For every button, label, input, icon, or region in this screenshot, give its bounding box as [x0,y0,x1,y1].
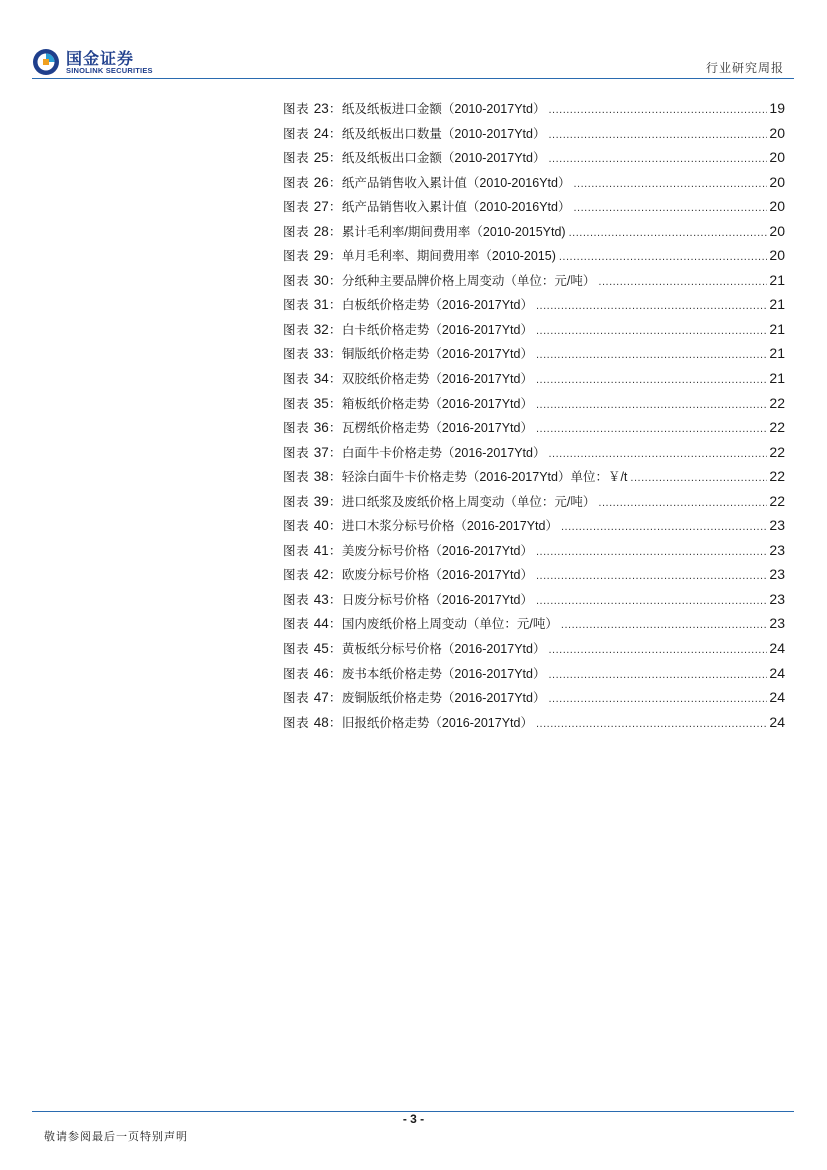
toc-entry-title: 轻涂白面牛卡价格走势（2016-2017Ytd）单位：￥/t [341,470,628,485]
logo-english-name: SINOLINK SECURITIES [66,66,153,75]
toc-entry-page: 22 [769,492,785,509]
toc-entry-prefix: 图表 [283,199,310,215]
toc-entry-number: 45 [313,641,329,657]
toc-entry-page: 20 [769,198,785,215]
toc-entry-prefix: 图表 [283,346,310,362]
toc-entry-prefix: 图表 [283,101,310,116]
toc-entry-colon: ： [328,469,342,485]
toc-entry-colon: ： [328,690,342,706]
toc-entry-number: 24 [313,125,329,141]
toc-entry-colon: ： [328,248,342,264]
toc-entry-colon: ： [328,297,342,313]
toc-entry-number: 40 [313,518,329,534]
toc-entry-number: 28 [313,223,329,239]
toc-entry-colon: ： [328,567,342,583]
toc-entry-colon: ： [328,125,342,141]
toc-entry-label [283,295,533,313]
toc-entry-prefix: 图表 [283,616,310,632]
toc-entry-number: 29 [313,248,329,264]
toc-entry[interactable] [283,173,785,198]
toc-entry-label [283,173,570,191]
toc-entry-title: 国内废纸价格上周变动（单位：元/吨） [341,617,558,632]
toc-entry-colon: ： [328,321,342,337]
company-logo [32,46,162,80]
toc-entry-label [283,565,533,583]
toc-entry-title: 纸及纸板出口金额（2010-2017Ytd） [341,151,546,166]
toc-entry-colon: ： [328,714,342,730]
toc-entry-label [283,443,545,461]
toc-entry-title: 白板纸价格走势（2016-2017Ytd） [341,298,533,313]
toc-entry[interactable] [283,590,785,615]
toc-entry-page: 24 [769,640,785,657]
toc-entry-prefix: 图表 [283,272,310,288]
toc-entry[interactable] [283,271,785,296]
toc-entry-colon: ： [328,150,342,166]
toc-entry-page: 21 [769,271,785,288]
toc-entry-prefix: 图表 [283,371,310,387]
report-type: 行业研究周报 [705,61,784,75]
toc-leader-dots [548,129,767,141]
toc-entry-title: 欧废分标号价格（2016-2017Ytd） [341,568,533,583]
toc-entry[interactable] [283,614,785,639]
toc-entry-label [283,320,533,338]
toc-leader-dots [536,718,767,730]
toc-entry-title: 美废分标号价格（2016-2017Ytd） [341,543,533,558]
toc-entry-prefix: 图表 [283,714,310,730]
figure-index-list [283,99,785,737]
toc-entry-title: 废书本纸价格走势（2016-2017Ytd） [341,666,546,681]
toc-entry-colon: ： [328,493,342,509]
toc-entry[interactable] [283,197,785,222]
toc-leader-dots [548,448,767,460]
toc-entry-page: 21 [769,370,785,387]
toc-entry-label [283,369,533,387]
toc-entry[interactable] [283,320,785,345]
toc-entry-title: 铜版纸价格走势（2016-2017Ytd） [341,347,533,362]
toc-entry-colon: ： [328,542,342,558]
toc-entry-prefix: 图表 [283,444,310,460]
toc-entry-page: 21 [769,345,785,362]
toc-leader-dots [559,251,768,263]
toc-leader-dots [548,153,767,165]
toc-leader-dots [548,669,767,681]
toc-entry[interactable] [283,222,785,247]
toc-leader-dots [536,546,767,558]
toc-entry-number: 34 [313,371,329,387]
toc-entry-colon: ： [328,641,342,657]
toc-entry-number: 31 [313,297,329,313]
toc-entry-title: 废铜版纸价格走势（2016-2017Ytd） [341,691,546,706]
toc-entry-prefix: 图表 [283,665,310,681]
toc-entry-page: 24 [769,689,785,706]
toc-entry[interactable] [283,565,785,590]
toc-entry-colon: ： [328,420,342,436]
toc-entry-label [283,541,533,559]
toc-entry-page: 21 [769,320,785,337]
toc-entry-title: 进口纸浆及废纸价格上周变动（单位：元/吨） [341,494,596,509]
toc-leader-dots [536,399,767,411]
toc-entry-page: 23 [769,590,785,607]
toc-entry-title: 纸产品销售收入累计值（2010-2016Ytd） [341,200,571,215]
toc-entry-number: 43 [313,591,329,607]
toc-entry-label [283,394,533,412]
toc-entry-prefix: 图表 [283,150,310,166]
toc-entry-page: 23 [769,566,785,583]
toc-entry-page: 20 [769,222,785,239]
toc-entry-page: 22 [769,419,785,436]
toc-entry-label [283,148,545,166]
toc-entry-label [283,590,533,608]
toc-entry-page: 24 [769,713,785,730]
toc-entry[interactable] [283,664,785,689]
toc-entry-number: 44 [313,616,329,632]
toc-entry-prefix: 图表 [283,395,310,411]
page-header [0,0,827,80]
toc-entry-prefix: 图表 [283,591,310,607]
toc-entry-title: 白卡纸价格走势（2016-2017Ytd） [341,322,533,337]
toc-entry-label [283,713,533,731]
toc-leader-dots [548,693,767,705]
toc-entry-label [283,492,595,510]
toc-entry-number: 47 [313,690,329,706]
page-number: - 3 - [402,1112,425,1126]
toc-entry[interactable] [283,688,785,713]
toc-entry-colon: ： [328,665,342,681]
header-divider [32,78,794,79]
toc-entry-prefix: 图表 [283,542,310,558]
toc-entry-number: 33 [313,346,329,362]
toc-entry-title: 纸产品销售收入累计值（2010-2016Ytd） [341,175,571,190]
toc-entry[interactable] [283,246,785,271]
toc-entry-colon: ： [328,199,342,215]
toc-entry-label [283,99,545,117]
toc-leader-dots [630,472,767,484]
toc-entry-prefix: 图表 [283,125,310,141]
toc-entry-title: 日废分标号价格（2016-2017Ytd） [341,592,533,607]
toc-leader-dots [573,178,767,190]
toc-entry-number: 26 [313,174,329,190]
toc-leader-dots [573,202,767,214]
toc-entry-number: 42 [313,567,329,583]
toc-entry-number: 23 [313,101,329,116]
toc-entry-prefix: 图表 [283,297,310,313]
toc-entry-title: 瓦楞纸价格走势（2016-2017Ytd） [341,421,533,436]
toc-entry-label [283,639,545,657]
toc-leader-dots [536,595,767,607]
toc-entry-page: 22 [769,394,785,411]
toc-entry-label [283,688,545,706]
toc-entry-prefix: 图表 [283,321,310,337]
toc-entry-title: 单月毛利率、期间费用率（2010-2015) [341,249,556,264]
disclaimer-note: 敬请参阅最后一页特别声明 [44,1130,188,1143]
toc-entry-prefix: 图表 [283,248,310,264]
toc-entry-title: 分纸种主要品牌价格上周变动（单位：元/吨） [341,273,596,288]
toc-entry-label [283,246,556,264]
toc-entry-title: 纸及纸板进口金额（2010-2017Ytd） [341,102,546,116]
toc-entry-prefix: 图表 [283,493,310,509]
toc-entry-page: 23 [769,517,785,534]
toc-leader-dots [598,276,767,288]
toc-entry[interactable] [283,443,785,468]
toc-entry-title: 白面牛卡价格走势（2016-2017Ytd） [341,445,546,460]
toc-entry-page: 20 [769,149,785,166]
toc-entry-prefix: 图表 [283,223,310,239]
toc-entry-prefix: 图表 [283,641,310,657]
toc-entry-label [283,124,545,142]
toc-entry[interactable] [283,124,785,149]
toc-entry[interactable] [283,344,785,369]
toc-entry-prefix: 图表 [283,518,310,534]
toc-entry[interactable] [283,369,785,394]
logo-mark-icon [32,48,60,76]
toc-entry-label [283,516,558,534]
toc-entry[interactable] [283,99,785,124]
toc-entry-number: 36 [313,420,329,436]
toc-entry-page: 19 [769,100,785,116]
toc-entry-label [283,664,545,682]
toc-entry-prefix: 图表 [283,567,310,583]
toc-entry-number: 32 [313,321,329,337]
toc-leader-dots [536,325,767,337]
toc-leader-dots [548,104,767,116]
toc-entry-label [283,222,566,240]
toc-entry-page: 20 [769,247,785,264]
toc-entry-prefix: 图表 [283,469,310,485]
toc-entry-colon: ： [328,395,342,411]
toc-entry-number: 37 [313,444,329,460]
toc-entry-colon: ： [328,223,342,239]
toc-entry-label [283,197,570,215]
toc-entry-page: 22 [769,468,785,485]
toc-entry[interactable] [283,295,785,320]
toc-entry-colon: ： [328,371,342,387]
toc-entry-label [283,614,558,632]
toc-entry-title: 双胶纸价格走势（2016-2017Ytd） [341,372,533,387]
toc-entry-colon: ： [328,444,342,460]
toc-entry-page: 23 [769,541,785,558]
toc-entry-colon: ： [328,591,342,607]
toc-entry-colon: ： [328,518,342,534]
toc-entry-label [283,344,533,362]
toc-leader-dots [561,521,767,533]
toc-entry[interactable] [283,541,785,566]
toc-entry-number: 48 [313,714,329,730]
toc-leader-dots [548,644,767,656]
toc-entry-colon: ： [328,616,342,632]
toc-leader-dots [536,349,767,361]
toc-entry-prefix: 图表 [283,420,310,436]
toc-leader-dots [536,374,767,386]
toc-entry-number: 38 [313,469,329,485]
toc-entry[interactable] [283,467,785,492]
toc-entry-prefix: 图表 [283,174,310,190]
toc-entry[interactable] [283,639,785,664]
toc-entry-page: 22 [769,443,785,460]
toc-entry-title: 累计毛利率/期间费用率（2010-2015Ytd) [341,224,566,239]
toc-entry-number: 25 [313,150,329,166]
toc-leader-dots [536,300,767,312]
toc-entry-title: 进口木浆分标号价格（2016-2017Ytd） [341,519,558,534]
toc-entry-title: 箱板纸价格走势（2016-2017Ytd） [341,396,533,411]
toc-entry-number: 27 [313,199,329,215]
toc-entry-label [283,467,627,485]
toc-entry[interactable] [283,492,785,517]
toc-entry-number: 35 [313,395,329,411]
toc-leader-dots [569,227,768,239]
toc-entry-page: 20 [769,173,785,190]
toc-leader-dots [536,570,767,582]
toc-entry-page: 24 [769,664,785,681]
toc-entry[interactable] [283,148,785,173]
toc-entry-colon: ： [328,101,342,116]
toc-entry-prefix: 图表 [283,690,310,706]
toc-entry-colon: ： [328,174,342,190]
toc-entry-label [283,271,595,289]
toc-entry-page: 21 [769,296,785,313]
toc-entry-number: 46 [313,665,329,681]
toc-entry[interactable] [283,418,785,443]
toc-leader-dots [598,497,767,509]
toc-entry[interactable] [283,713,785,738]
toc-entry[interactable] [283,394,785,419]
toc-entry-page: 23 [769,615,785,632]
toc-leader-dots [536,423,767,435]
toc-entry-title: 黄板纸分标号价格（2016-2017Ytd） [341,642,546,657]
toc-leader-dots [561,619,768,631]
toc-entry-number: 30 [313,272,329,288]
toc-entry-title: 旧报纸价格走势（2016-2017Ytd） [341,715,533,730]
toc-entry-title: 纸及纸板出口数量（2010-2017Ytd） [341,126,546,141]
toc-entry-number: 39 [313,493,329,509]
toc-entry-page: 20 [769,124,785,141]
toc-entry-colon: ： [328,346,342,362]
toc-entry-label [283,418,533,436]
logo-chinese-name: 国金证券 [66,49,135,68]
toc-entry-number: 41 [313,542,329,558]
toc-entry[interactable] [283,516,785,541]
toc-entry-colon: ： [328,272,342,288]
